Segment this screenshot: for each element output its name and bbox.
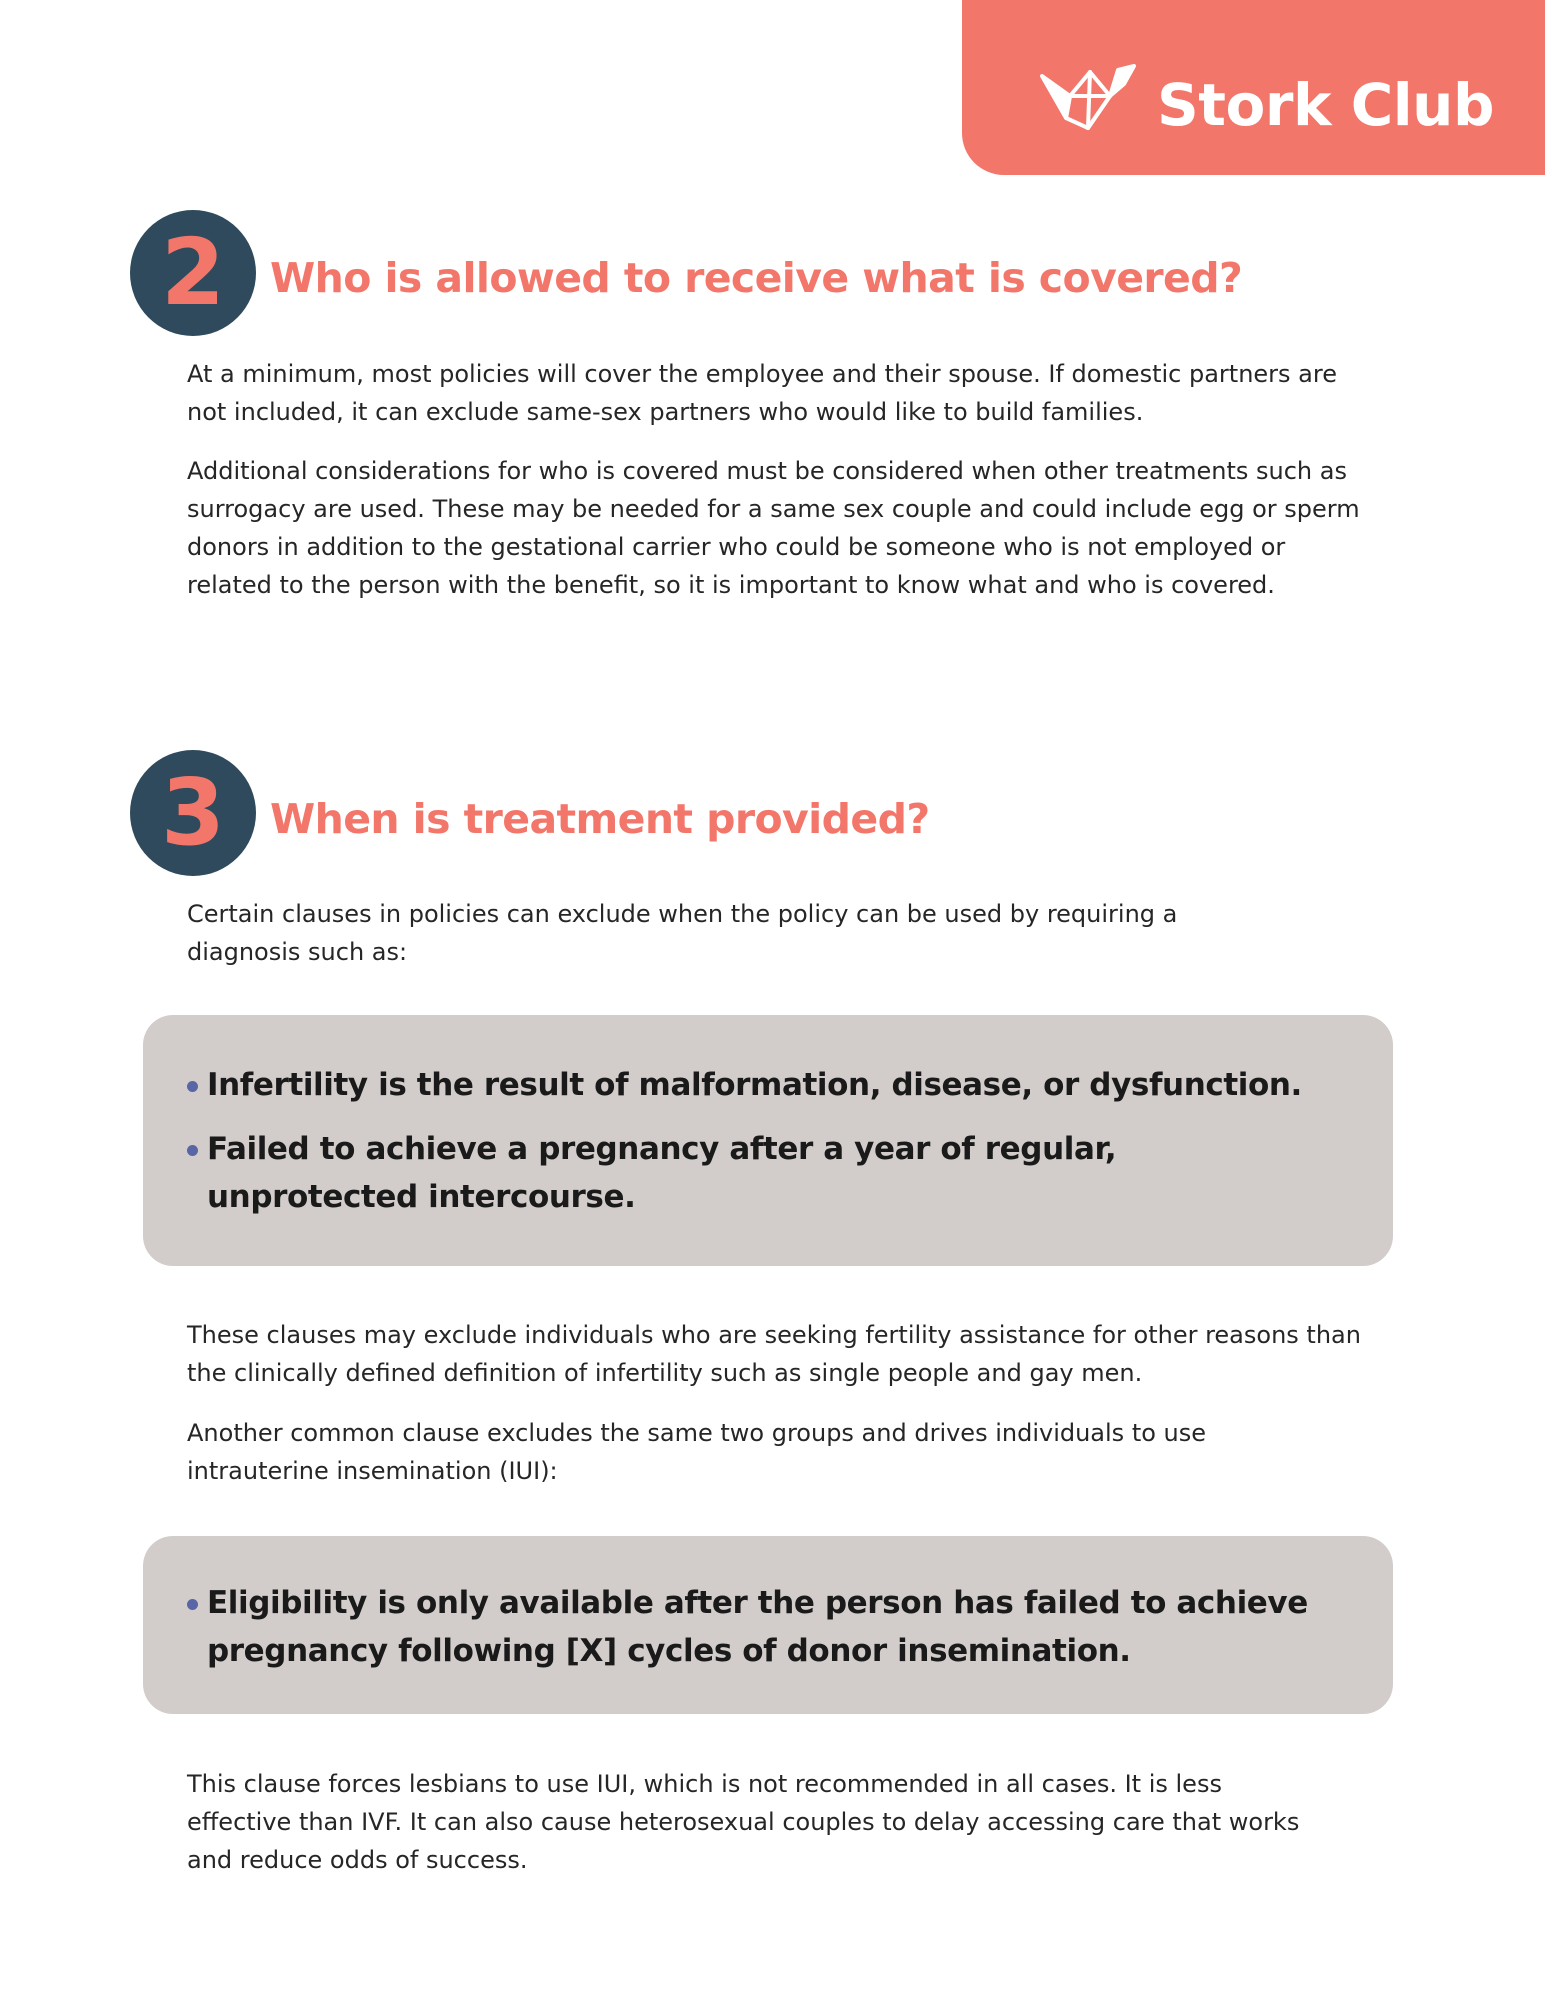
callout-bullet-item — [187, 1125, 1157, 1221]
bullet-icon — [187, 1599, 198, 1610]
section3-paragraph-1: These clauses may exclude individuals who are seeking fertility assistance for other reasons than the clinically defined definition of infertility such as single people and gay men. — [187, 1321, 1361, 1387]
bullet-icon — [187, 1145, 198, 1156]
origami-crane-icon — [1040, 62, 1136, 132]
callout-bullet-item — [187, 1061, 1347, 1109]
callout-text: Eligibility is only available after the person has failed to achieve pregnancy following [X] cycles of donor insemination. — [207, 1585, 1308, 1669]
callout-box — [143, 1536, 1393, 1714]
callout-box — [143, 1015, 1393, 1266]
section-number-badge: 2 — [130, 210, 256, 336]
callout-text: Failed to achieve a pregnancy after a year of regular, unprotected intercourse. — [207, 1131, 1117, 1215]
brand-name: Stork Club — [1157, 71, 1494, 139]
section3-intro: Certain clauses in policies can exclude when the policy can be used by requiring a diagnosis such as: — [187, 900, 1178, 966]
callout-bullet-item — [187, 1579, 1357, 1675]
bullet-icon — [187, 1081, 198, 1092]
brand-header — [962, 0, 1545, 175]
section3-closing-paragraph: This clause forces lesbians to use IUI, which is not recommended in all cases. It is less effective than IVF. It can also cause heterosexual couples to delay accessing care that works and reduce odds of success. — [187, 1770, 1300, 1874]
section-title: When is treatment provided? — [270, 795, 930, 843]
section-title: Who is allowed to receive what is covered? — [270, 254, 1243, 302]
section3-paragraph-2: Another common clause excludes the same two groups and drives individuals to use intrauterine insemination (IUI): — [187, 1419, 1207, 1485]
section2-paragraph-2: Additional considerations for who is covered must be considered when other treatments such as surrogacy are used. These may be needed for a same sex couple and could include egg or sperm donors in addition to the gestational carrier who could be someone who is not employed or related to the person with the benefit, so it is important to know what and who is covered. — [187, 457, 1360, 599]
section2-paragraph-1: At a minimum, most policies will cover the employee and their spouse. If domestic partners are not included, it can exclude same-sex partners who would like to build families. — [187, 360, 1337, 426]
callout-text: Infertility is the result of malformation, disease, or dysfunction. — [207, 1067, 1302, 1103]
section-number-badge: 3 — [130, 750, 256, 876]
